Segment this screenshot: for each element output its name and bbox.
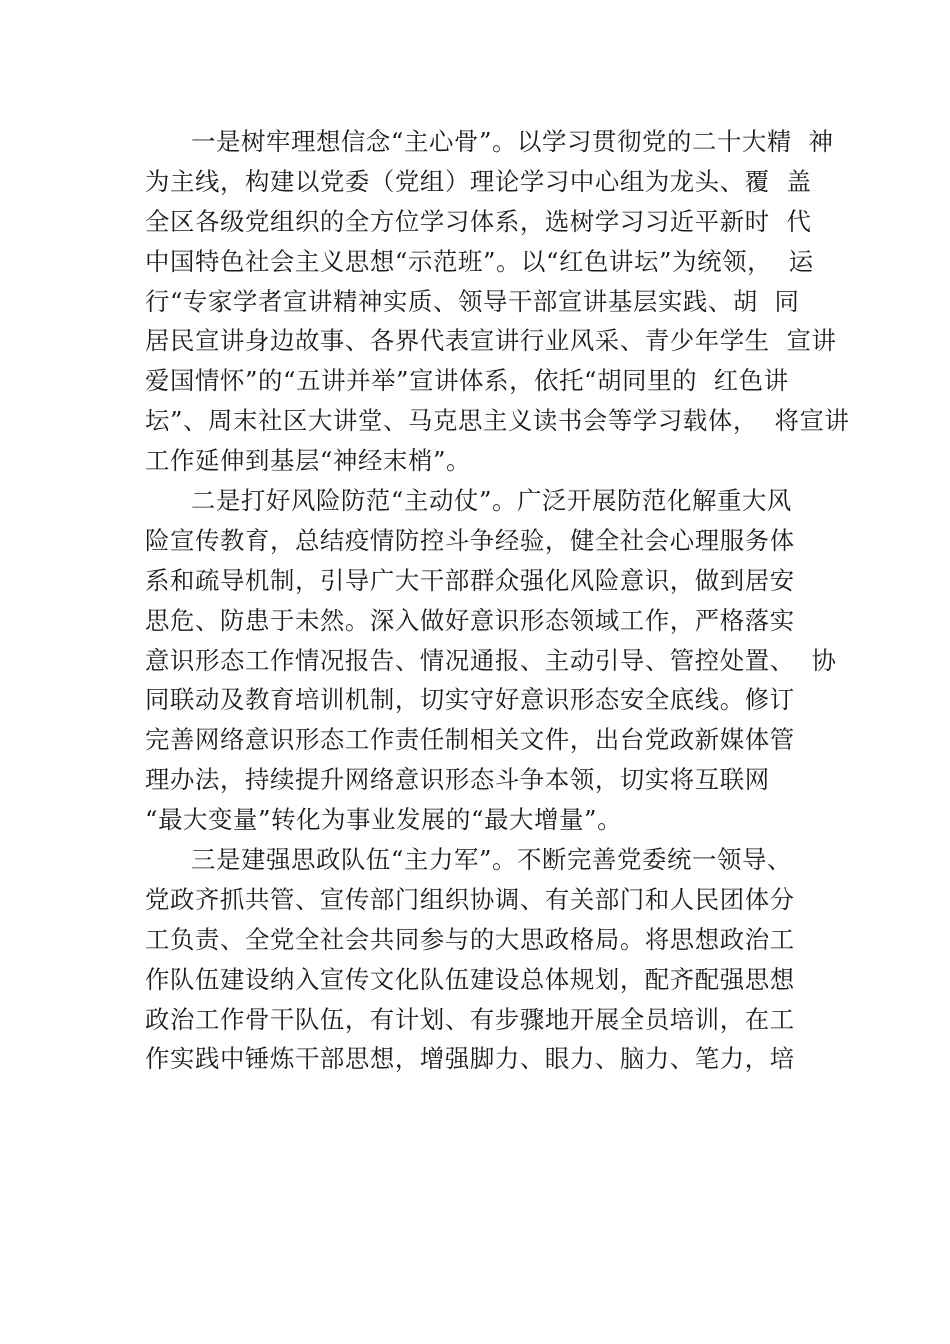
paragraph-line: 政治工作骨干队伍，有计划、有步骤地开展全员培训，在工 [145, 1004, 795, 1034]
paragraph-line: 意识形态工作情况报告、情况通报、主动引导、管控处置、 协 [145, 645, 837, 675]
paragraph-3 [145, 840, 835, 1079]
paragraph-line: 坛”、周末社区大讲堂、马克思主义读书会等学习载体， 将宣讲 [145, 406, 850, 436]
paragraph-line: “最大变量”转化为事业发展的“最大增量”。 [145, 805, 623, 835]
paragraph-line: 中国特色社会主义思想“示范班”。以“红色讲坛”为统领， 运 [145, 246, 814, 276]
paragraph-line: 一是树牢理想信念“主心骨”。以学习贯彻党的二十大精 神 [191, 127, 834, 156]
paragraph-line: 作队伍建设纳入宣传文化队伍建设总体规划，配齐配强思想 [145, 964, 795, 994]
paragraph-line: 工作延伸到基层“神经末梢”。 [145, 446, 472, 476]
paragraph-line: 居民宣讲身边故事、各界代表宣讲行业风采、青少年学生 宣讲 [145, 326, 837, 356]
paragraph-line: 完善网络意识形态工作责任制相关文件，出台党政新媒体管 [145, 725, 795, 755]
paragraph-2 [145, 481, 835, 840]
paragraph-line: 险宣传教育，总结疫情防控斗争经验，健全社会心理服务体 [145, 525, 795, 555]
paragraph-line: 同联动及教育培训机制，切实守好意识形态安全底线。修订 [145, 685, 795, 715]
paragraph-line: 党政齐抓共管、宣传部门组织协调、有关部门和人民团体分 [145, 884, 795, 914]
paragraph-line: 行“专家学者宣讲精神实质、领导干部宣讲基层实践、胡 同 [145, 286, 800, 316]
paragraph-line: 爱国情怀”的“五讲并举”宣讲体系，依托“胡同里的 红色讲 [145, 366, 789, 396]
paragraph-line: 为主线，构建以党委（党组）理论学习中心组为龙头、覆 盖 [145, 166, 812, 196]
paragraph-line: 理办法，持续提升网络意识形态斗争本领，切实将互联网 [145, 765, 770, 795]
paragraph-1 [145, 122, 850, 481]
paragraph-line: 工负责、全党全社会共同参与的大思政格局。将思想政治工 [145, 924, 795, 954]
paragraph-line: 二是打好风险防范“主动仗”。广泛开展防范化解重大风 [191, 486, 792, 516]
paragraph-line: 全区各级党组织的全方位学习体系，选树学习习近平新时 代 [145, 206, 812, 236]
paragraph-line: 思危、防患于未然。深入做好意识形态领域工作，严格落实 [145, 605, 795, 635]
paragraph-line: 三是建强思政队伍“主力军”。不断完善党委统一领导、 [191, 845, 792, 875]
paragraph-line: 系和疏导机制，引导广大干部群众强化风险意识，做到居安 [145, 565, 795, 595]
paragraph-line: 作实践中锤炼干部思想，增强脚力、眼力、脑力、笔力，培 [145, 1044, 795, 1074]
document-body [145, 122, 850, 1079]
